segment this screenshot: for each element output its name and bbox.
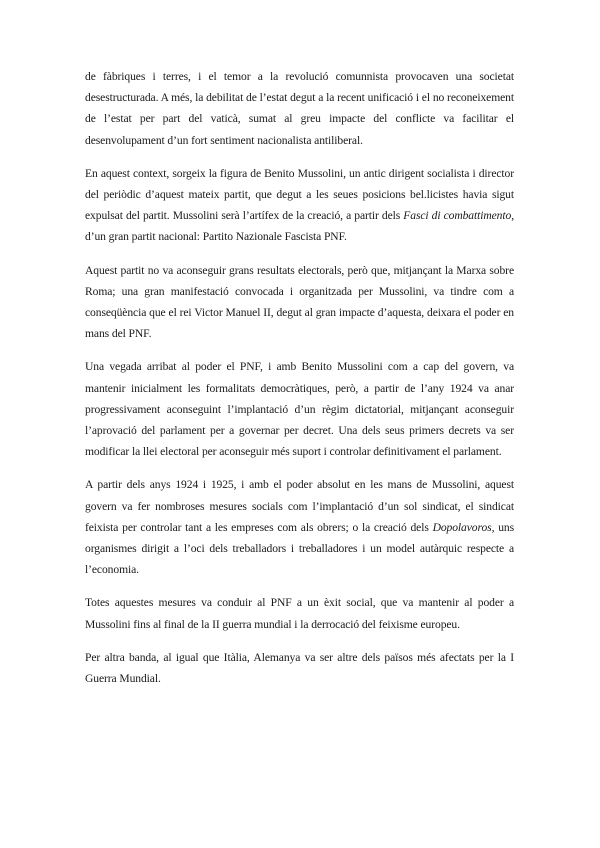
paragraph-7: [85, 647, 514, 689]
paragraph-2-italic-term: Fasci di combattimento,: [403, 209, 514, 223]
paragraph-6-text: Totes aquestes mesures va conduir al PNF a un èxit social, que va mantenir al poder a Mussolini fins al final de la II guerra mundial i la derrocació del feixisme europeu.: [85, 596, 514, 631]
paragraph-1: [85, 66, 514, 151]
paragraph-2-text-b: d’un gran partit nacional: Partito Nazionale Fascista PNF.: [85, 230, 347, 244]
document-body: [85, 66, 514, 701]
paragraph-2-text-a: En aquest context, sorgeix la figura de Benito Mussolini, un antic dirigent socialista i director del periòdic d’aquest mateix partit, que degut a les seues posicions bel.licistes havia sigut expulsat del partit. Mussolini serà l’artífex de la creació, a partir dels: [85, 166, 514, 223]
paragraph-4-text: Una vegada arribat al poder el PNF, i amb Benito Mussolini com a cap del govern, va mantenir inicialment les formalitats democràtiques, però, a partir de l’any 1924 va anar progressivament aconseguint l’implantació d’un règim dictatorial, mitjançant aconseguir l’aprovació del parlament per a governar per decret. Una dels seus primers decrets va ser modificar la llei electoral per aconseguir més suport i controlar definitivament el parlament.: [85, 360, 514, 459]
paragraph-1-text: de fàbriques i terres, i el temor a la revolució comunnista provocaven una societat desestructurada. A més, la debilitat de l’estat degut a la recent unificació i el no reconeixement de l’estat per part del vaticà, sumat al greu impacte del conflicte va facilitar el desenvolupament d’un fort sentiment nacionalista antiliberal.: [85, 70, 514, 147]
paragraph-7-text: Per altra banda, al igual que Itàlia, Alemanya va ser altre dels països més afectats per la I Guerra Mundial.: [85, 650, 514, 686]
paragraph-5-italic-term: Dopolavoros,: [432, 520, 495, 534]
paragraph-5-text-a: A partir dels anys 1924 i 1925, i amb el poder absolut en les mans de Mussolini, aquest govern va fer nombroses mesures socials com l’implantació d’un sol sindicat, el sindicat feixista per controlar tant a les empreses com als obrers; o la creació dels: [85, 478, 514, 534]
paragraph-5-text-b: uns organismes dirigit a l’oci dels treballadors i treballadores i un model autàrquic respecte a l’economia.: [85, 520, 514, 577]
paragraph-3: [85, 260, 514, 345]
paragraph-4: [85, 356, 514, 462]
paragraph-6: [85, 592, 514, 634]
paragraph-3-text: Aquest partit no va aconseguir grans resultats electorals, però que, mitjançant la Marxa sobre Roma; una gran manifestació convocada i organitzada per Mussolini, va tindre com a conseqüència que el rei Victor Manuel II, degut al gran impacte d’aquesta, deixara el poder en mans del PNF.: [85, 263, 514, 341]
paragraph-2: [85, 163, 514, 248]
paragraph-5: [85, 474, 514, 580]
